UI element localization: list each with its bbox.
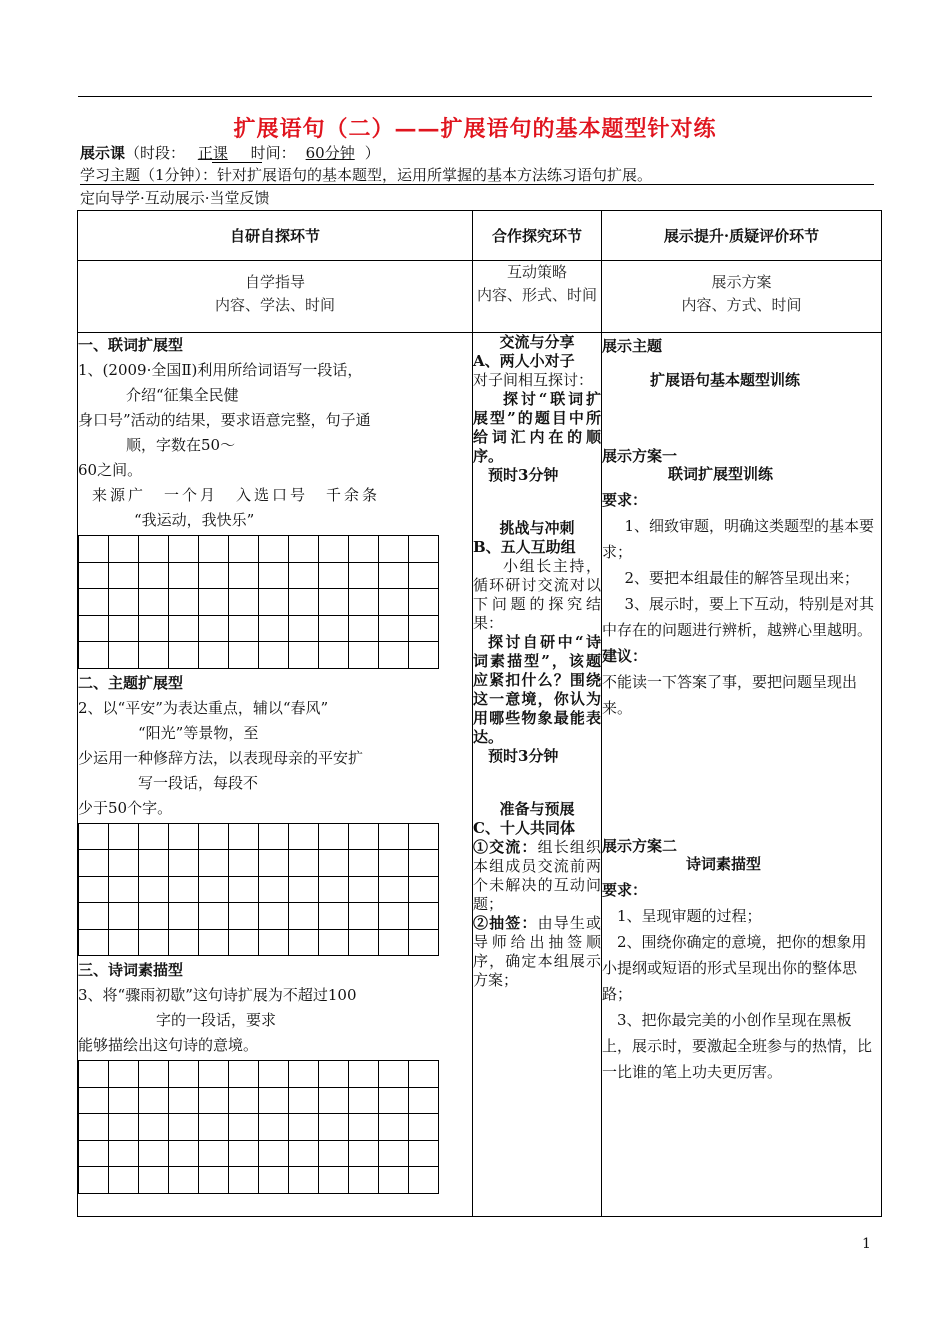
coop-c-item-1 (473, 838, 601, 914)
grid-cell[interactable] (289, 642, 319, 669)
grid-cell[interactable] (229, 536, 259, 563)
writing-grid-3[interactable] (78, 1060, 439, 1194)
col1-sub-detail: 内容、学法、时间 (214, 296, 335, 314)
advice-label: 建议： (602, 647, 648, 665)
header-rule (78, 96, 872, 97)
q3-line-c: 能够描绘出这句诗的意境。 (78, 1036, 259, 1054)
grid-cell[interactable] (379, 1140, 409, 1167)
grid-cell[interactable] (79, 589, 109, 616)
grid-cell[interactable] (79, 1114, 109, 1141)
plan-2-req-label: 要求： (602, 881, 648, 899)
section-1-heading: 一、联词扩展型 (78, 336, 184, 354)
grid-cell[interactable] (319, 823, 349, 850)
grid-cell[interactable] (109, 642, 139, 669)
plan-2-req-2: 2、围绕你确定的意境，把你的想象用小提纲或短语的形式呈现出你的整体思路； (602, 933, 867, 1003)
grid-cell[interactable] (379, 1087, 409, 1114)
grid-cell[interactable] (409, 823, 439, 850)
grid-cell[interactable] (409, 1087, 439, 1114)
page-number: 1 (862, 1236, 871, 1252)
grid-cell[interactable] (169, 615, 199, 642)
grid-cell[interactable] (199, 589, 229, 616)
meta-close: ） (364, 144, 380, 162)
grid-cell[interactable] (139, 1061, 169, 1088)
grid-cell[interactable] (259, 589, 289, 616)
q2-line-d: 写一段话，每段不 (138, 773, 259, 792)
coop-c-item-2-label: ②抽签： (473, 914, 538, 932)
grid-cell[interactable] (79, 876, 109, 903)
grid-cell[interactable] (79, 562, 109, 589)
grid-row (79, 929, 439, 956)
grid-cell[interactable] (79, 929, 109, 956)
grid-cell[interactable] (139, 536, 169, 563)
coop-b-time: 预时3分钟 (488, 747, 559, 765)
coop-c-item-1-text: 组长组织本组成员交流前两个未解决的互动问题； (473, 838, 601, 913)
grid-cell[interactable] (349, 1140, 379, 1167)
grid-cell[interactable] (259, 850, 289, 877)
grid-cell[interactable] (259, 642, 289, 669)
grid-cell[interactable] (409, 1167, 439, 1194)
q1-line-c: 身口号”活动的结果，要求语意完整，句子通 (78, 411, 371, 429)
plan-2-req-1: 1、呈现审题的过程； (617, 907, 762, 925)
col1-header: 自研自探环节 (78, 211, 473, 261)
grid-cell[interactable] (349, 1061, 379, 1088)
grid-cell[interactable] (289, 1114, 319, 1141)
grid-row (79, 823, 439, 850)
coop-a-time: 预时3分钟 (488, 466, 559, 484)
grid-cell[interactable] (79, 1167, 109, 1194)
grid-cell[interactable] (319, 562, 349, 589)
col1-sub-title: 自学指导 (244, 273, 305, 291)
grid-cell[interactable] (139, 1140, 169, 1167)
q1-slogan: “我运动，我快乐” (134, 511, 255, 529)
theme-name: 扩展语句基本题型训练 (650, 371, 801, 389)
grid-cell[interactable] (289, 1061, 319, 1088)
grid-cell[interactable] (169, 903, 199, 930)
grid-cell[interactable] (109, 536, 139, 563)
grid-cell[interactable] (79, 1061, 109, 1088)
grid-cell[interactable] (229, 562, 259, 589)
grid-row (79, 876, 439, 903)
q1-line-e: 60之间。 (78, 461, 143, 479)
grid-cell[interactable] (409, 536, 439, 563)
grid-cell[interactable] (199, 929, 229, 956)
grid-cell[interactable] (169, 823, 199, 850)
grid-cell[interactable] (289, 823, 319, 850)
grid-cell[interactable] (109, 929, 139, 956)
grid-cell[interactable] (409, 1140, 439, 1167)
grid-cell[interactable] (109, 876, 139, 903)
col2-sub-detail: 内容、形式、时间 (477, 286, 598, 304)
plan-2-label: 展示方案二 (602, 837, 678, 855)
grid-cell[interactable] (259, 929, 289, 956)
grid-cell[interactable] (289, 903, 319, 930)
grid-cell[interactable] (109, 615, 139, 642)
col3-sub-title: 展示方案 (711, 273, 772, 291)
grid-cell[interactable] (79, 642, 109, 669)
grid-cell[interactable] (199, 536, 229, 563)
meta-period-prefix: （时段： (125, 144, 186, 162)
grid-cell[interactable] (169, 1167, 199, 1194)
q2-line-b: “阳光”等景物，至 (138, 723, 259, 742)
grid-row (79, 1114, 439, 1141)
grid-cell[interactable] (79, 903, 109, 930)
grid-cell[interactable] (139, 876, 169, 903)
grid-cell[interactable] (289, 1140, 319, 1167)
grid-cell[interactable] (259, 876, 289, 903)
grid-cell[interactable] (349, 823, 379, 850)
grid-cell[interactable] (319, 642, 349, 669)
grid-cell[interactable] (289, 1087, 319, 1114)
grid-cell[interactable] (229, 1114, 259, 1141)
theme-label: 展示主题 (602, 337, 663, 355)
grid-cell[interactable] (319, 615, 349, 642)
col2-subheader (473, 261, 602, 333)
meta-time-value: 60分钟 (305, 144, 355, 162)
writing-grid-2[interactable] (78, 823, 439, 957)
grid-cell[interactable] (409, 929, 439, 956)
grid-cell[interactable] (169, 536, 199, 563)
plan-2-name: 诗词素描型 (686, 855, 762, 873)
grid-cell[interactable] (319, 850, 349, 877)
lesson-table (77, 210, 882, 1217)
q2-line-e: 少于50个字。 (78, 798, 173, 817)
grid-cell[interactable] (379, 850, 409, 877)
grid-cell[interactable] (259, 1167, 289, 1194)
grid-cell[interactable] (79, 1087, 109, 1114)
coop-c-item-2-text: 由导生或导师给出抽签顺序，确定本组展示方案； (473, 914, 601, 989)
period-underline (212, 162, 262, 163)
grid-cell[interactable] (259, 1087, 289, 1114)
grid-cell[interactable] (229, 1061, 259, 1088)
grid-cell[interactable] (409, 562, 439, 589)
grid-cell[interactable] (79, 615, 109, 642)
q1-line-d: 顺，字数在50～ (126, 436, 236, 454)
grid-cell[interactable] (379, 1061, 409, 1088)
grid-cell[interactable] (319, 1114, 349, 1141)
grid-cell[interactable] (109, 1114, 139, 1141)
grid-cell[interactable] (319, 903, 349, 930)
col2-sub-title: 互动策略 (506, 263, 567, 281)
grid-cell[interactable] (169, 562, 199, 589)
cooperation-cell (473, 333, 602, 1217)
grid-cell[interactable] (349, 903, 379, 930)
grid-cell[interactable] (349, 536, 379, 563)
grid-cell[interactable] (169, 1087, 199, 1114)
plan-1-label: 展示方案一 (602, 447, 678, 465)
grid-cell[interactable] (199, 823, 229, 850)
grid-cell[interactable] (259, 536, 289, 563)
grid-cell[interactable] (199, 1167, 229, 1194)
grid-cell[interactable] (139, 642, 169, 669)
grid-cell[interactable] (289, 1167, 319, 1194)
grid-cell[interactable] (229, 1087, 259, 1114)
grid-cell[interactable] (229, 642, 259, 669)
grid-row (79, 1087, 439, 1114)
grid-cell[interactable] (139, 589, 169, 616)
plan-1-req-3: 3、展示时，要上下互动，特别是对其中存在的问题进行辨析，越辨心里越明。 (602, 595, 875, 639)
plan-2-req-3: 3、把你最完美的小创作呈现在黑板上，展示时，要激起全班参与的热情，比一比谁的笔上功夫更厉害。 (602, 1011, 873, 1081)
grid-cell[interactable] (319, 929, 349, 956)
coop-c-item-1-label: ①交流： (473, 838, 538, 856)
grid-cell[interactable] (379, 903, 409, 930)
grid-cell[interactable] (349, 589, 379, 616)
grid-cell[interactable] (169, 1114, 199, 1141)
grid-cell[interactable] (409, 642, 439, 669)
grid-cell[interactable] (259, 903, 289, 930)
grid-cell[interactable] (289, 929, 319, 956)
grid-cell[interactable] (349, 1114, 379, 1141)
q3-line-a: 3、将“骤雨初歇”这句诗扩展为不超过100 (78, 986, 357, 1004)
grid-cell[interactable] (349, 562, 379, 589)
coop-b-text: 小组长主持，循环研讨交流对以下问题的探究结果： (473, 557, 601, 632)
grid-cell[interactable] (289, 562, 319, 589)
grid-cell[interactable] (259, 823, 289, 850)
grid-cell[interactable] (319, 1087, 349, 1114)
q3-line-b: 字的一段话，要求 (156, 1011, 277, 1029)
grid-cell[interactable] (289, 615, 319, 642)
grid-cell[interactable] (169, 850, 199, 877)
grid-cell[interactable] (349, 642, 379, 669)
grid-cell[interactable] (289, 589, 319, 616)
coop-a-group: A、两人小对子 (473, 352, 575, 370)
topic-rule (80, 184, 874, 185)
grid-row (79, 1167, 439, 1194)
advice-text: 不能读一下答案了事，要把问题呈现出来。 (602, 673, 858, 717)
grid-cell[interactable] (379, 876, 409, 903)
grid-cell[interactable] (109, 562, 139, 589)
coop-a-task: 探讨“联词扩展型”的题目中所给词汇内在的顺序。 (473, 390, 601, 465)
grid-cell[interactable] (109, 1140, 139, 1167)
coop-a-text: 对子间相互探讨： (473, 371, 594, 389)
grid-cell[interactable] (79, 850, 109, 877)
grid-cell[interactable] (349, 615, 379, 642)
grid-cell[interactable] (109, 1167, 139, 1194)
grid-cell[interactable] (379, 589, 409, 616)
grid-cell[interactable] (109, 589, 139, 616)
section-2-heading: 二、主题扩展型 (78, 673, 184, 692)
plan-1-req-1: 1、细致审题，明确这类题型的基本要求； (602, 517, 875, 561)
writing-grid-1[interactable] (78, 535, 439, 669)
grid-cell[interactable] (379, 562, 409, 589)
q2-line-a: 2、以“平安”为表达重点，辅以“春风” (78, 698, 329, 717)
presentation-cell (602, 333, 882, 1217)
grid-cell[interactable] (139, 823, 169, 850)
grid-cell[interactable] (379, 642, 409, 669)
q1-line-a: 1、(2009·全国Ⅱ)利用所给词语写一段话， (78, 361, 363, 379)
grid-cell[interactable] (229, 903, 259, 930)
grid-cell[interactable] (199, 903, 229, 930)
plan-1-req-2: 2、要把本组最佳的解答呈现出来； (624, 569, 860, 587)
col3-sub-detail: 内容、方式、时间 (681, 296, 802, 314)
coop-b-group: B、五人互助组 (473, 538, 576, 556)
coop-c-group: C、十人共同体 (473, 819, 575, 837)
grid-cell[interactable] (409, 1114, 439, 1141)
grid-cell[interactable] (79, 536, 109, 563)
grid-cell[interactable] (109, 823, 139, 850)
col3-subheader (602, 261, 882, 333)
q2-line-c: 少运用一种修辞方法，以表现母亲的平安扩 (78, 748, 364, 767)
grid-cell[interactable] (289, 536, 319, 563)
grid-cell[interactable] (139, 929, 169, 956)
grid-cell[interactable] (109, 903, 139, 930)
coop-a-title: 交流与分享 (499, 333, 575, 351)
meta-label: 展示课 (80, 144, 126, 162)
grid-cell[interactable] (379, 1167, 409, 1194)
q1-words: 来源广 一个月 入选口号 千余条 (92, 486, 381, 504)
grid-cell[interactable] (169, 1140, 199, 1167)
coop-c-item-2 (473, 914, 601, 990)
grid-cell[interactable] (139, 903, 169, 930)
grid-cell[interactable] (319, 876, 349, 903)
grid-cell[interactable] (199, 1114, 229, 1141)
grid-cell[interactable] (139, 1087, 169, 1114)
grid-row (79, 615, 439, 642)
self-study-cell (78, 333, 473, 1217)
col1-subheader (78, 261, 473, 333)
plan-1-req-label: 要求： (602, 491, 648, 509)
grid-cell[interactable] (289, 850, 319, 877)
grid-cell[interactable] (319, 589, 349, 616)
grid-cell[interactable] (409, 876, 439, 903)
grid-cell[interactable] (259, 1061, 289, 1088)
grid-cell[interactable] (169, 1061, 199, 1088)
grid-cell[interactable] (229, 929, 259, 956)
grid-row (79, 562, 439, 589)
grid-cell[interactable] (379, 823, 409, 850)
grid-cell[interactable] (349, 929, 379, 956)
coop-c-title: 准备与预展 (499, 800, 575, 818)
grid-cell[interactable] (79, 823, 109, 850)
grid-cell[interactable] (289, 876, 319, 903)
grid-cell[interactable] (169, 589, 199, 616)
grid-cell[interactable] (229, 850, 259, 877)
grid-row (79, 1140, 439, 1167)
grid-cell[interactable] (409, 615, 439, 642)
grid-cell[interactable] (139, 562, 169, 589)
grid-cell[interactable] (139, 850, 169, 877)
page-title: 扩展语句（二）——扩展语句的基本题型针对练 (233, 116, 717, 142)
grid-cell[interactable] (379, 929, 409, 956)
grid-row (79, 642, 439, 669)
grid-cell[interactable] (319, 1140, 349, 1167)
grid-cell[interactable] (319, 536, 349, 563)
grid-row (79, 903, 439, 930)
plan-1-name: 联词扩展型训练 (668, 465, 774, 483)
grid-cell[interactable] (229, 823, 259, 850)
grid-cell[interactable] (259, 1114, 289, 1141)
col3-header: 展示提升·质疑评价环节 (602, 211, 882, 261)
grid-cell[interactable] (259, 1140, 289, 1167)
grid-cell[interactable] (229, 1167, 259, 1194)
grid-cell[interactable] (349, 876, 379, 903)
meta-line (80, 142, 380, 163)
grid-row (79, 1061, 439, 1088)
grid-cell[interactable] (259, 562, 289, 589)
grid-cell[interactable] (409, 903, 439, 930)
grid-cell[interactable] (409, 850, 439, 877)
grid-cell[interactable] (379, 536, 409, 563)
coop-b-task: 探讨自研中“诗词素描型”，该题应紧扣什么？围绕这一意境，你认为用哪些物象最能表达。 (473, 633, 601, 746)
grid-cell[interactable] (409, 1061, 439, 1088)
section-3-heading: 三、诗词素描型 (78, 961, 184, 979)
grid-cell[interactable] (349, 850, 379, 877)
grid-cell[interactable] (139, 1167, 169, 1194)
grid-cell[interactable] (409, 589, 439, 616)
grid-cell[interactable] (169, 929, 199, 956)
coop-b-title: 挑战与冲刺 (499, 519, 575, 537)
grid-cell[interactable] (199, 562, 229, 589)
grid-cell[interactable] (199, 1140, 229, 1167)
grid-cell[interactable] (139, 615, 169, 642)
grid-cell[interactable] (349, 1167, 379, 1194)
grid-cell[interactable] (109, 850, 139, 877)
meta-period-value: 正课 (197, 144, 228, 162)
grid-row (79, 536, 439, 563)
mode-line: 定向导学·互动展示·当堂反馈 (80, 189, 270, 207)
grid-cell[interactable] (229, 589, 259, 616)
grid-cell[interactable] (199, 1087, 229, 1114)
grid-cell[interactable] (319, 1061, 349, 1088)
grid-row (79, 850, 439, 877)
grid-cell[interactable] (229, 876, 259, 903)
grid-cell[interactable] (229, 1140, 259, 1167)
grid-cell[interactable] (349, 1087, 379, 1114)
grid-cell[interactable] (109, 1061, 139, 1088)
grid-cell[interactable] (109, 1087, 139, 1114)
grid-cell[interactable] (379, 615, 409, 642)
grid-row (79, 589, 439, 616)
grid-cell[interactable] (199, 876, 229, 903)
grid-cell[interactable] (379, 1114, 409, 1141)
grid-cell[interactable] (199, 615, 229, 642)
grid-cell[interactable] (169, 642, 199, 669)
grid-cell[interactable] (169, 876, 199, 903)
col2-header: 合作探究环节 (473, 211, 602, 261)
grid-cell[interactable] (199, 1061, 229, 1088)
grid-cell[interactable] (139, 1114, 169, 1141)
q1-line-b: 介绍“征集全民健 (126, 386, 239, 404)
grid-cell[interactable] (259, 615, 289, 642)
grid-cell[interactable] (229, 615, 259, 642)
meta-time-prefix: 时间： (250, 144, 296, 162)
grid-cell[interactable] (199, 850, 229, 877)
grid-cell[interactable] (319, 1167, 349, 1194)
grid-cell[interactable] (199, 642, 229, 669)
grid-cell[interactable] (79, 1140, 109, 1167)
topic-line: 学习主题（1分钟）：针对扩展语句的基本题型，运用所掌握的基本方法练习语句扩展。 (80, 166, 653, 184)
